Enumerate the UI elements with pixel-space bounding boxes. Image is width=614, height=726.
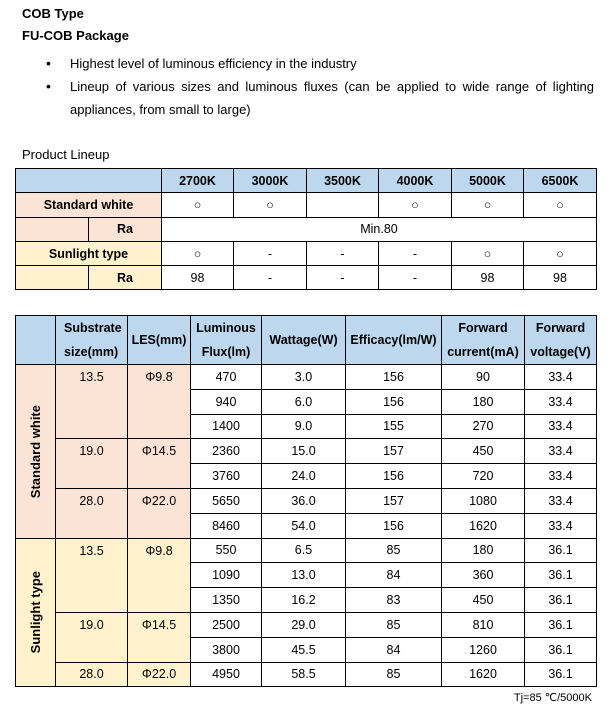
- table-row: [16, 365, 597, 390]
- voltage-value: 33.4: [525, 464, 597, 489]
- substrate-size: 28.0: [56, 488, 128, 538]
- flux-value: 5650: [191, 488, 262, 513]
- cct-header: 3000K: [234, 169, 307, 193]
- ra-spacer-cell: [16, 266, 89, 290]
- current-value: 450: [442, 588, 525, 613]
- voltage-value: 36.1: [525, 662, 597, 687]
- voltage-value: 36.1: [525, 538, 597, 563]
- current-value: 810: [442, 612, 525, 637]
- les-size: Φ22.0: [128, 488, 191, 538]
- efficacy-value: 84: [346, 563, 442, 588]
- ra-value: 98: [162, 266, 234, 290]
- lineup-standard-white-ra-row: [16, 217, 597, 241]
- flux-value: 470: [191, 365, 262, 390]
- les-size: Φ9.8: [128, 365, 191, 439]
- availability-mark: ○: [162, 241, 234, 265]
- flux-value: 4950: [191, 662, 262, 687]
- feature-item: • Lineup of various sizes and luminous fluxes (can be applied to wide range of lighting appliances, from small to large): [46, 75, 594, 121]
- sunlight-group-label: Sunlight type: [16, 538, 56, 687]
- cct-header: 5000K: [452, 169, 524, 193]
- availability-mark: -: [307, 241, 379, 265]
- les-size: Φ9.8: [128, 538, 191, 612]
- les-size: Φ14.5: [128, 612, 191, 662]
- current-value: 180: [442, 538, 525, 563]
- flux-value: 1090: [191, 563, 262, 588]
- wattage-value: 16.2: [262, 588, 346, 613]
- flux-value: 8460: [191, 513, 262, 538]
- table-row: [16, 612, 597, 637]
- flux-value: 550: [191, 538, 262, 563]
- standard-white-label: Standard white: [16, 193, 162, 217]
- flux-value: 2360: [191, 439, 262, 464]
- wattage-value: 9.0: [262, 414, 346, 439]
- current-value: 720: [442, 464, 525, 489]
- efficacy-value: 155: [346, 414, 442, 439]
- voltage-value: 36.1: [525, 563, 597, 588]
- test-condition-footnote: Tj=85 ℃/5000K: [513, 692, 592, 704]
- voltage-value: 33.4: [525, 439, 597, 464]
- wattage-value: 58.5: [262, 662, 346, 687]
- availability-mark: ○: [379, 193, 452, 217]
- current-value: 1260: [442, 637, 525, 662]
- efficacy-value: 156: [346, 464, 442, 489]
- wattage-value: 24.0: [262, 464, 346, 489]
- efficacy-value: 85: [346, 612, 442, 637]
- package-subheading: FU-COB Package: [22, 28, 129, 43]
- current-value: 1620: [442, 513, 525, 538]
- availability-mark: ○: [162, 193, 234, 217]
- voltage-value: 33.4: [525, 389, 597, 414]
- flux-header: Luminous Flux(lm): [191, 316, 262, 365]
- wattage-value: 6.0: [262, 389, 346, 414]
- availability-mark: ○: [452, 241, 524, 265]
- voltage-value: 36.1: [525, 588, 597, 613]
- flux-value: 1400: [191, 414, 262, 439]
- table-row: [16, 439, 597, 464]
- wattage-value: 45.5: [262, 637, 346, 662]
- efficacy-value: 156: [346, 365, 442, 390]
- efficacy-value: 83: [346, 588, 442, 613]
- availability-mark: [307, 193, 379, 217]
- wattage-value: 29.0: [262, 612, 346, 637]
- current-value: 90: [442, 365, 525, 390]
- substrate-size: 28.0: [56, 662, 128, 687]
- substrate-size: 13.5: [56, 538, 128, 612]
- voltage-value: 36.1: [525, 612, 597, 637]
- flux-value: 3760: [191, 464, 262, 489]
- feature-item: • Highest level of luminous efficiency in the industry: [46, 52, 594, 75]
- page-heading: COB Type: [22, 6, 84, 21]
- availability-mark: ○: [234, 193, 307, 217]
- current-value: 270: [442, 414, 525, 439]
- feature-list: [46, 52, 594, 121]
- cct-header: 4000K: [379, 169, 452, 193]
- substrate-size: 19.0: [56, 612, 128, 662]
- lineup-standard-white-row: [16, 193, 597, 217]
- voltage-value: 33.4: [525, 513, 597, 538]
- ra-value: -: [234, 266, 307, 290]
- flux-value: 1350: [191, 588, 262, 613]
- wattage-header: Wattage(W): [262, 316, 346, 365]
- ra-value: Min.80: [162, 217, 597, 241]
- ra-value: -: [307, 266, 379, 290]
- lineup-sunlight-row: [16, 241, 597, 265]
- voltage-value: 33.4: [525, 365, 597, 390]
- wattage-value: 54.0: [262, 513, 346, 538]
- wattage-value: 13.0: [262, 563, 346, 588]
- cct-header: 6500K: [524, 169, 597, 193]
- ra-value: -: [379, 266, 452, 290]
- standard-white-group-label: Standard white: [16, 365, 56, 539]
- les-size: Φ14.5: [128, 439, 191, 489]
- wattage-value: 6.5: [262, 538, 346, 563]
- wattage-value: 36.0: [262, 488, 346, 513]
- spec-header-row: [16, 316, 597, 365]
- efficacy-value: 157: [346, 439, 442, 464]
- availability-mark: ○: [524, 193, 597, 217]
- lineup-sunlight-ra-row: [16, 266, 597, 290]
- ra-value: 98: [452, 266, 524, 290]
- flux-value: 2500: [191, 612, 262, 637]
- wattage-value: 15.0: [262, 439, 346, 464]
- flux-value: 3800: [191, 637, 262, 662]
- availability-mark: ○: [452, 193, 524, 217]
- voltage-header: Forward voltage(V): [525, 316, 597, 365]
- lineup-title: Product Lineup: [22, 147, 110, 162]
- les-header: LES(mm): [128, 316, 191, 365]
- spec-corner-cell: [16, 316, 56, 365]
- table-row: [16, 538, 597, 563]
- efficacy-value: 156: [346, 389, 442, 414]
- cct-header: 2700K: [162, 169, 234, 193]
- voltage-value: 33.4: [525, 488, 597, 513]
- current-value: 450: [442, 439, 525, 464]
- current-header: Forward current(mA): [442, 316, 525, 365]
- efficacy-value: 157: [346, 488, 442, 513]
- wattage-value: 3.0: [262, 365, 346, 390]
- substrate-size: 13.5: [56, 365, 128, 439]
- voltage-value: 33.4: [525, 414, 597, 439]
- table-row: [16, 488, 597, 513]
- voltage-value: 36.1: [525, 637, 597, 662]
- current-value: 1620: [442, 662, 525, 687]
- availability-mark: -: [379, 241, 452, 265]
- substrate-header: Substrate size(mm): [56, 316, 128, 365]
- lineup-header-row: [16, 169, 597, 193]
- efficacy-header: Efficacy(lm/W): [346, 316, 442, 365]
- les-size: Φ22.0: [128, 662, 191, 687]
- table-row: [16, 662, 597, 687]
- efficacy-value: 85: [346, 538, 442, 563]
- lineup-corner-cell: [16, 169, 162, 193]
- efficacy-value: 156: [346, 513, 442, 538]
- current-value: 1080: [442, 488, 525, 513]
- ra-label: Ra: [89, 217, 162, 241]
- efficacy-value: 85: [346, 662, 442, 687]
- availability-mark: ○: [524, 241, 597, 265]
- current-value: 360: [442, 563, 525, 588]
- ra-label: Ra: [89, 266, 162, 290]
- sunlight-label: Sunlight type: [16, 241, 162, 265]
- product-lineup-table: [15, 168, 597, 290]
- current-value: 180: [442, 389, 525, 414]
- flux-value: 940: [191, 389, 262, 414]
- efficacy-value: 84: [346, 637, 442, 662]
- specifications-table: [15, 315, 597, 687]
- substrate-size: 19.0: [56, 439, 128, 489]
- availability-mark: -: [234, 241, 307, 265]
- ra-value: 98: [524, 266, 597, 290]
- cct-header: 3500K: [307, 169, 379, 193]
- ra-spacer-cell: [16, 217, 89, 241]
